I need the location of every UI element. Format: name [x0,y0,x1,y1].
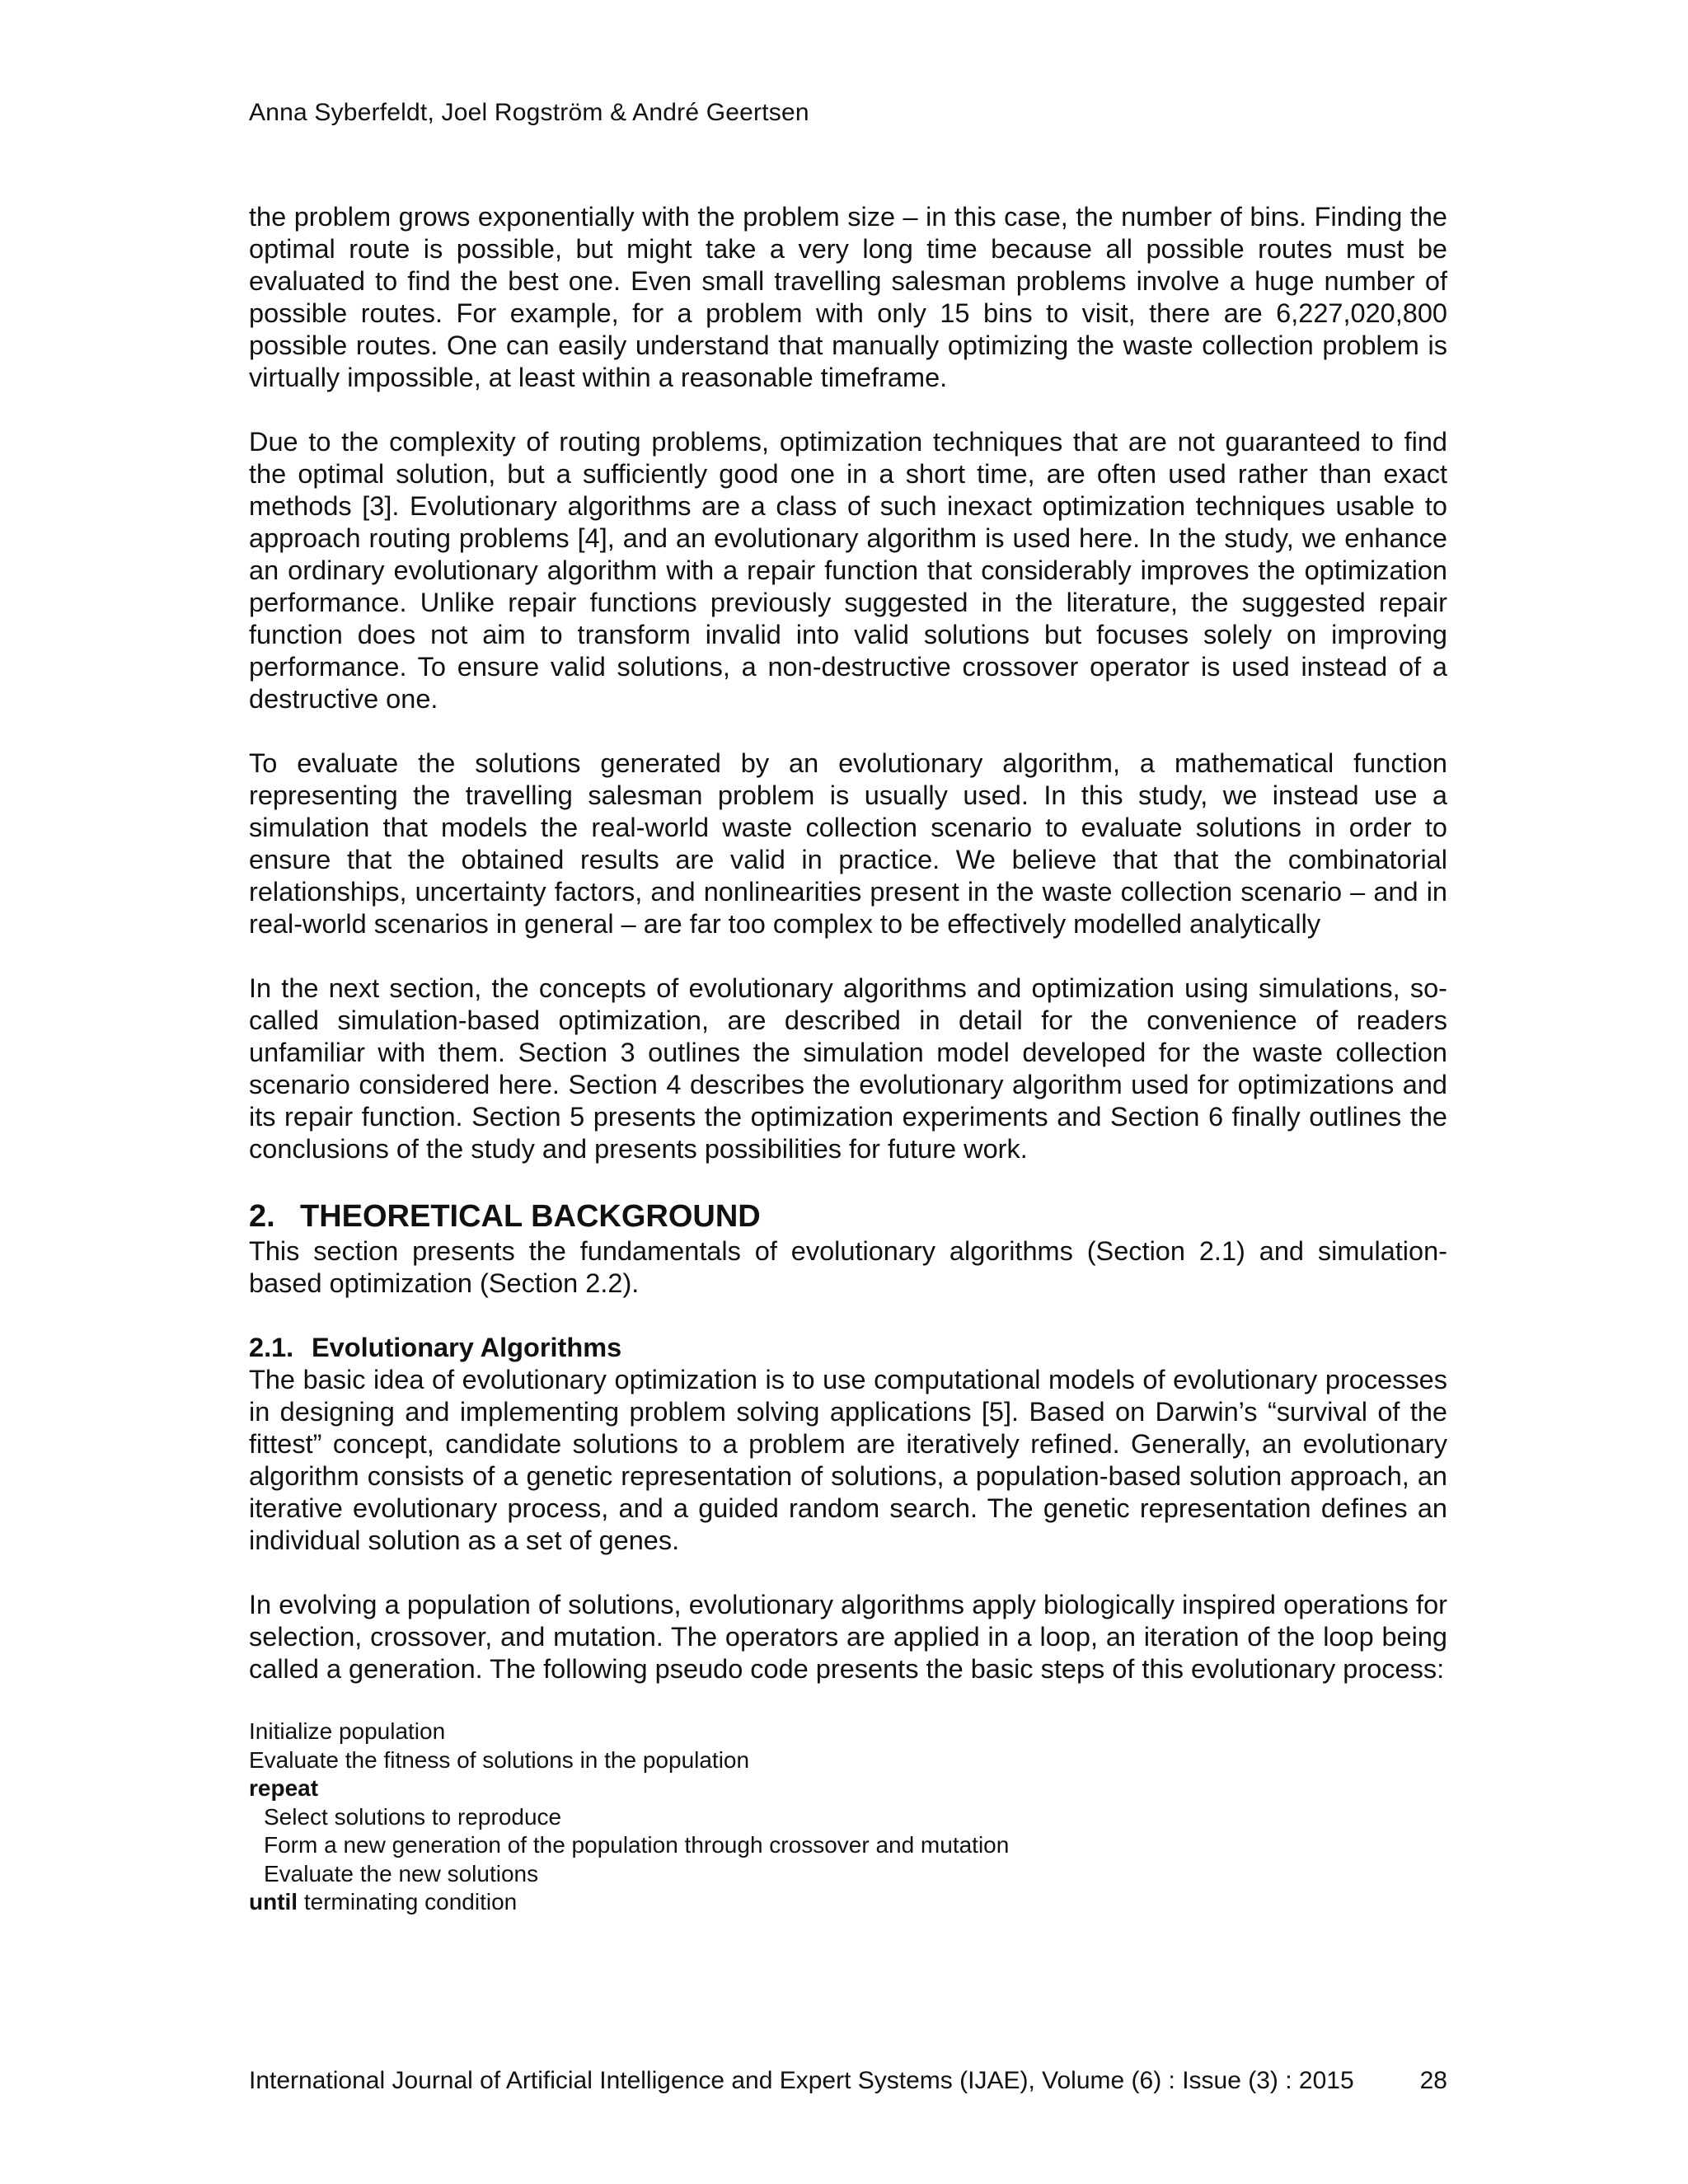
pseudocode-line: Evaluate the fitness of solutions in the population [249,1746,750,1773]
footer-page-number: 28 [1419,2067,1447,2094]
pseudocode-line: Select solutions to reproduce [264,1803,562,1830]
section-heading-2 [249,1197,1447,1235]
pseudocode-until-condition: terminating condition [298,1889,518,1915]
section-title: THEORETICAL BACKGROUND [300,1199,761,1234]
pseudocode-keyword-repeat: repeat [249,1775,319,1801]
section-2-intro: This section presents the fundamentals of evolutionary algorithms (Section 2.1) and simulation-based optimization (Section 2.2). [249,1236,1447,1298]
footer-journal: International Journal of Artificial Intelligence and Expert Systems (IJAE), Volume (6) : Issue (3) : 2015 [249,2067,1354,2094]
subsection-number: 2.1. [249,1333,294,1362]
section-number: 2. [249,1199,275,1234]
subsection-title: Evolutionary Algorithms [312,1333,622,1362]
paragraph-intro-2: Due to the complexity of routing problems, optimization techniques that are not guaranteed to find the optimal solution, but a sufficiently good one in a short time, are often used rather than exact methods [3]. Evolutionary algorithms are a class of such inexact optimization techniques usable to approach routing problems [4], and an evolutionary algorithm is used here. In the study, we enhance an ordinary evolutionary algorithm with a repair function that considerably improves the optimization performance. Unlike repair functions previously suggested in the literature, the suggested repair function does not aim to transform invalid into valid solutions but focuses solely on improving performance. To ensure valid solutions, a non-destructive crossover operator is used instead of a destructive one. [249,427,1447,714]
paragraph-intro-4: In the next section, the concepts of evolutionary algorithms and optimization using simulations, so-called simulation-based optimization, are described in detail for the convenience of readers unfamiliar with them. Section 3 outlines the simulation model developed for the waste collection scenario considered here. Section 4 describes the evolutionary algorithm used for optimizations and its repair function. Section 5 presents the optimization experiments and Section 6 finally outlines the conclusions of the study and presents possibilities for future work. [249,973,1447,1164]
page-body [249,201,1447,1917]
paragraph-intro-3: To evaluate the solutions generated by an evolutionary algorithm, a mathematical function representing the travelling salesman problem is usually used. In this study, we instead use a simulation that models the real-world waste collection scenario to evaluate solutions in order to ensure that the obtained results are valid in practice. We believe that that the combinatorial relationships, uncertainty factors, and nonlinearities present in the waste collection scenario – and in real-world scenarios in general – are far too complex to be effectively modelled analytically [249,748,1447,939]
pseudocode-block [249,1718,1447,1917]
paragraph-intro-1: the problem grows exponentially with the problem size – in this case, the number of bins. Finding the optimal route is possible, but might take a very long time because all possible routes must be evaluated to find the best one. Even small travelling salesman problems involve a huge number of possible routes. For example, for a problem with only 15 bins to visit, there are 6,227,020,800 possible routes. One can easily understand that manually optimizing the waste collection problem is virtually impossible, at least within a reasonable timeframe. [249,202,1447,392]
pseudocode-line: Evaluate the new solutions [264,1860,539,1886]
pseudocode-keyword-until: until [249,1889,298,1915]
running-header-authors: Anna Syberfeldt, Joel Rogström & André Geertsen [249,99,809,126]
page-footer [249,2067,1447,2095]
pseudocode-line: Initialize population [249,1718,446,1744]
paragraph-ea-2: In evolving a population of solutions, evolutionary algorithms apply biologically inspired operations for selection, crossover, and mutation. The operators are applied in a loop, an iteration of the loop being called a generation. The following pseudo code presents the basic steps of this evolutionary process: [249,1590,1447,1684]
subsection-heading-2-1 [249,1332,1447,1364]
paragraph-ea-1: The basic idea of evolutionary optimization is to use computational models of evolutionary processes in designing and implementing problem solving applications [5]. Based on Darwin’s “survival of the fittest” concept, candidate solutions to a problem are iteratively refined. Generally, an evolutionary algorithm consists of a genetic representation of solutions, a population-based solution approach, an iterative evolutionary process, and a guided random search. The genetic representation defines an individual solution as a set of genes. [249,1365,1447,1555]
pseudocode-line: Form a new generation of the population through crossover and mutation [264,1832,1010,1858]
pseudocode-until-line [249,1888,1447,1917]
